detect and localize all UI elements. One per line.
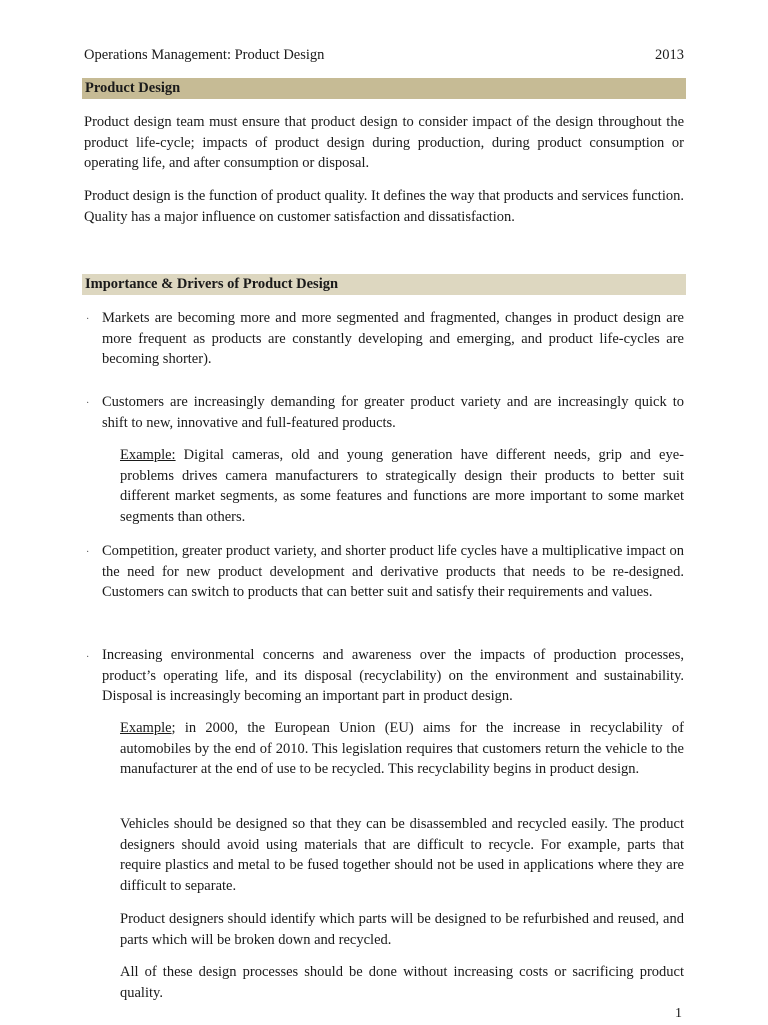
- example-paragraph: [120, 445, 684, 527]
- bullet-marker: ·: [86, 314, 90, 325]
- paragraph: Product design is the function of product quality. It defines the way that products and services function. Quality has a major influence on customer satisfaction and dissatisfaction.: [84, 188, 684, 225]
- example-text: ; in 2000, the European Union (EU) aims for the increase in recyclability of automobiles by the end of 2010. This legislation requires that customers return the vehicle to the manufacturer at the end of use to be recycled. This recyclability begins in product design.: [120, 720, 684, 777]
- bullet-item: Competition, greater product variety, and shorter product life cycles have a multiplicative impact on the need for new product development and derivative products that needs to be re-designed. Customers can switch to products that can better suit and satisfy their requirements and values.: [102, 543, 684, 600]
- bullet-item: Markets are becoming more and more segmented and fragmented, changes in product design are more frequent as products are constantly developing and emerging, and product life-cycles are becoming shorter).: [102, 310, 684, 367]
- bullet-marker: ·: [86, 398, 90, 409]
- example-label: Example: [120, 720, 172, 736]
- bullet-marker: ·: [86, 652, 90, 663]
- page-number: 1: [675, 1006, 682, 1021]
- paragraph: Vehicles should be designed so that they can be disassembled and recycled easily. The product designers should avoid using materials that are difficult to recycle. For example, parts that require plastics and metal to be fused together should not be used in applications where they are difficult to separate.: [120, 816, 684, 894]
- section-heading-importance-drivers: Importance & Drivers of Product Design: [82, 274, 686, 295]
- header-title: Operations Management: Product Design: [84, 47, 325, 63]
- example-paragraph: [120, 718, 684, 780]
- bullet-item: Increasing environmental concerns and awareness over the impacts of production processes, product’s operating life, and its disposal (recyclability) on the environment and sustainability. Disposal is increasingly becoming an important part in product design.: [102, 647, 684, 704]
- paragraph: Product designers should identify which parts will be designed to be refurbished and reused, and parts which will be broken down and recycled.: [120, 911, 684, 948]
- example-text: Digital cameras, old and young generation have different needs, grip and eye-problems drives camera manufacturers to strategically design their products to better suit different market segments, as some features and functions are more important to some market segments than others.: [120, 447, 684, 525]
- example-label: Example:: [120, 447, 176, 463]
- header-year: 2013: [655, 47, 684, 63]
- page-header: [84, 45, 684, 65]
- paragraph: Product design team must ensure that product design to consider impact of the design throughout the product life-cycle; impacts of product design during production, during product consumption or operating life, and after consumption or disposal.: [84, 114, 684, 171]
- bullet-marker: ·: [86, 547, 90, 558]
- section-heading-product-design: Product Design: [82, 78, 686, 99]
- paragraph: All of these design processes should be done without increasing costs or sacrificing product quality.: [120, 964, 684, 1001]
- bullet-item: Customers are increasingly demanding for greater product variety and are increasingly quick to shift to new, innovative and full-featured products.: [102, 394, 684, 431]
